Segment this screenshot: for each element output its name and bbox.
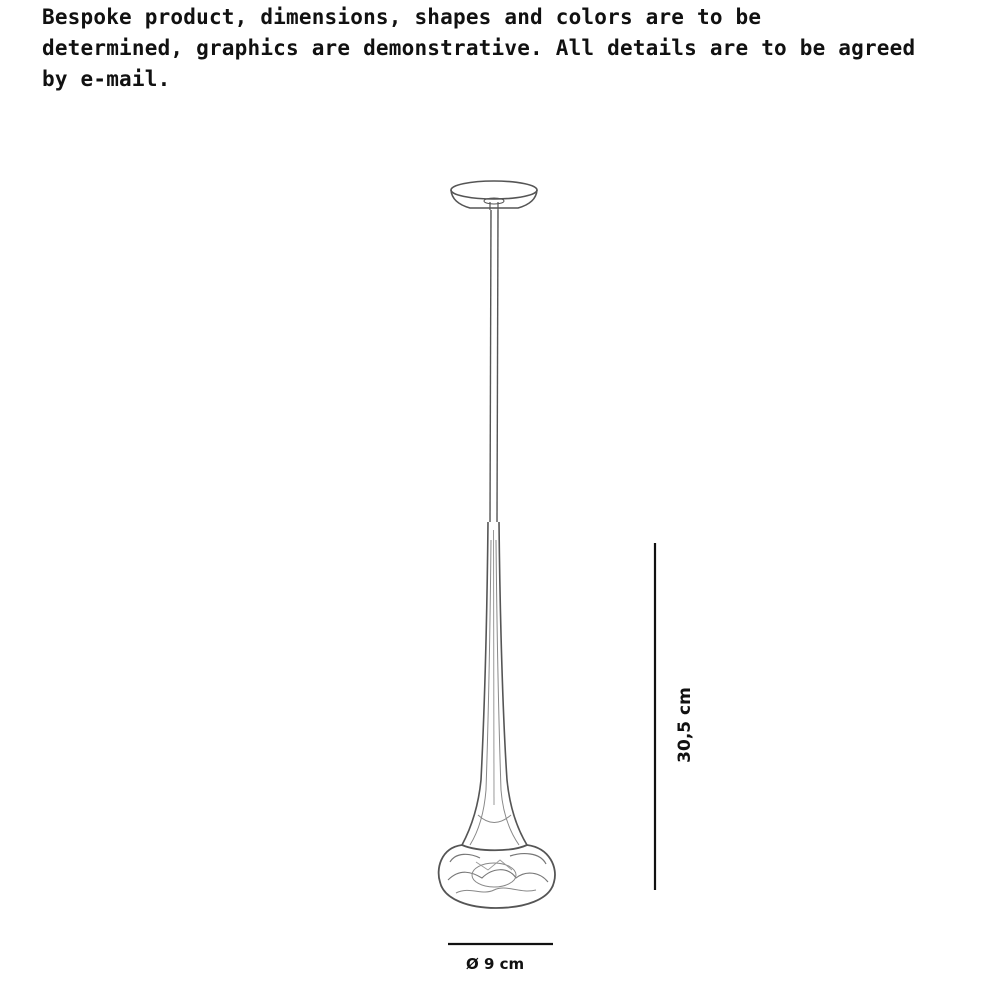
suspension-rod xyxy=(490,210,498,522)
disclaimer-text: Bespoke product, dimensions, shapes and colors are to be determined, graphics are demonstrative. All details are to be agreed by e-mail. xyxy=(42,5,916,91)
height-label: 30,5 cm xyxy=(675,687,695,763)
glass-stem xyxy=(462,522,527,845)
glass-bulb xyxy=(439,845,555,908)
diameter-label: Ø 9 cm xyxy=(466,955,525,973)
ceiling-canopy xyxy=(451,181,537,210)
